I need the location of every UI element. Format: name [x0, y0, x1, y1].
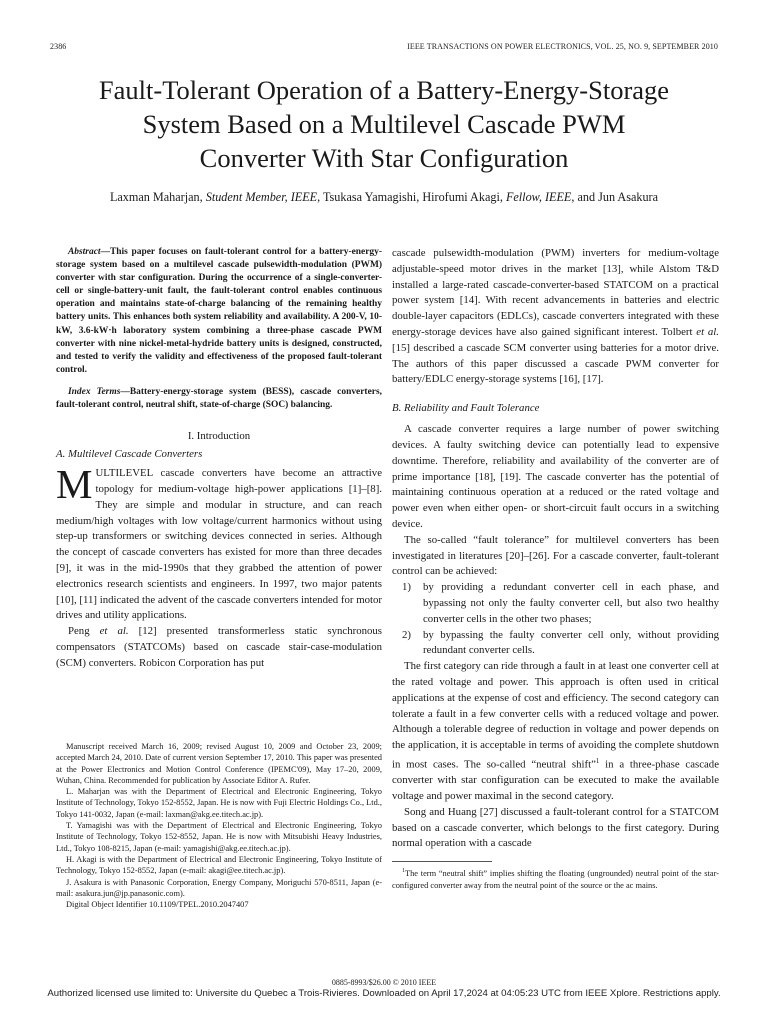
rp1-etal: et al. [696, 325, 720, 338]
right-paragraph-3: The so-called “fault tolerance” for multilevel converters has been investigated in literatures [20]–[26]. For a cascade converter, fault-tolerant control can be achieved: [392, 533, 719, 578]
fault-tolerance-list [392, 580, 719, 659]
right-paragraph-1 [392, 246, 719, 388]
index-terms [56, 386, 382, 412]
p2-etal: et al. [99, 625, 129, 638]
rp4-b: in a three-phase cascade converter with star configuration can be executed to make the available voltage and power maximal in the second category. [392, 758, 719, 803]
rp4-a: The first category can ride through a fault in at least one converter cell at the rated voltage and power. This approach is often used in critical applications at the expense of cost and efficiency. The second category can tolerate a fault in a few converter cells with a reduced voltage and power. Although a tolerable degree of reduction in voltage and power depends on the application, it is acceptable in terms of avoiding the complete shutdown in most cases. The so-called “neutral shift” [392, 660, 719, 771]
index-terms-label: Index Terms [68, 386, 121, 397]
intro-paragraph-1 [56, 461, 382, 624]
subsection-heading-a: A. Multilevel Cascade Converters [56, 448, 203, 461]
footnote-rule [392, 861, 492, 862]
right-column [392, 246, 719, 891]
footnote-manuscript: Manuscript received March 16, 2009; revised August 10, 2009 and October 23, 2009; accepted March 24, 2010. Date of current version September 17, 2010. This paper was presented at the Power Electronics and Motion Control Conference (IPEMC'09), May 17–20, 2009, Wuhan, China. Recommended for publication by Associate Editor A. Rufer. [56, 742, 382, 785]
p2-a: Peng [68, 625, 100, 638]
index-terms-text: —Battery-energy-storage system (BESS), cascade converters, fault-tolerant control, neutral shift, state-of-charge (SOC) balancing. [56, 386, 382, 411]
footnote-doi: Digital Object Identifier 10.1109/TPEL.2010.2047407 [66, 900, 249, 910]
footnote-ref: 1 [595, 756, 600, 765]
list-number: 1) [402, 581, 411, 594]
intro-paragraph-2 [56, 624, 382, 671]
footnote-yamagishi: T. Yamagishi was with the Department of Electrical and Electronic Engineering, Tokyo Institute of Technology, Tokyo 152-8552, Japan. He is now with Mitsubishi Heavy Industries, Ltd., Tokyo 108-8215, Japan (e-mail: yamagishi@akg.ee.titech.ac.jp). [56, 821, 382, 853]
list-item [392, 580, 719, 627]
right-paragraph-4 [392, 659, 719, 805]
author-list [30, 190, 738, 205]
footnote-akagi: H. Akagi is with the Department of Electrical and Electronic Engineering, Tokyo Institute of Technology, Tokyo 152-8552, Japan (e-mail: akagi@ee.titech.ac.jp). [56, 854, 382, 876]
author-2-3: , Tsukasa Yamagishi, Hirofumi Akagi, [317, 190, 506, 204]
right-paragraph-2: A cascade converter requires a large number of power switching devices. A faulty switching device can potentially lead to expensive downtime. Therefore, reliability and availability of the converter are of prime importance [18], [19]. The cascade converter has the potential of maintaining continuous operation at a reduced or the rated voltage and power even when either open- or short-circuit fault occurs in a switching device. [392, 423, 719, 530]
author-1-role: Student Member, IEEE [205, 190, 318, 204]
license-notice: Authorized licensed use limited to: Universite du Quebec a Trois-Rivieres. Downloaded on April 17,2024 at 04:05:23 UTC from IEEE Xplore. Restrictions apply. [47, 988, 721, 999]
abstract-label: Abstract [68, 247, 101, 257]
footnote-asakura: J. Asakura is with Panasonic Corporation, Energy Company, Moriguchi 570-8511, Japan (e-mail: asakura.jun@jp.panasonic.com). [56, 877, 382, 898]
paper-title [30, 73, 738, 175]
author-3-role: Fellow, IEEE [505, 190, 572, 204]
intro-paragraph-1-text: ULTILEVEL cascade converters have become an attractive topology for medium-voltage high-power applications [1]–[8]. They are simple and modular in structure, and can reach medium/high voltages with low voltage/current harmonics without using step-up transformers or switching devices connected in series. Although the concept of cascade converters has existed for more than three decades [9], it was in the mid-1990s that they grabbed the attention of power electronics research scientists and engineers. In 1997, two major patents [10], [11] indicated the advent of the cascade converters intended for motor drives and utility applications. [56, 467, 382, 622]
title-line-2: System Based on a Multilevel Cascade PWM [142, 109, 626, 139]
footnote-text: The term “neutral shift” implies shifting the floating (ungrounded) neutral point of the star-configured converter away from the neutral point of the source or the ac mains. [392, 869, 719, 890]
page-number: 2386 [50, 42, 67, 51]
running-header [50, 42, 718, 56]
author-4: , and Jun Asakura [571, 190, 659, 204]
abstract-text: —This paper focuses on fault-tolerant control for a battery-energy-storage system based on a multilevel cascade pulsewidth-modulation (PWM) converter with star configuration. During the occurrence of a single-converter-cell or single-battery-unit fault, the fault-tolerant control enables continuous operation and maintains state-of-charge balancing of the remaining healthy battery units. This enhances both system reliability and availability. A 200-V, 10-kW, 3.6-kW·h laboratory system combining a three-phase cascade PWM converter with nine nickel-metal-hydride battery units is designed, constructed, and tested to verify the validity and effectiveness of the proposed fault-tolerant control. [56, 247, 382, 375]
manuscript-footnotes [56, 741, 382, 910]
footnote-marker: 1 [402, 868, 405, 875]
list-item [392, 628, 719, 660]
title-line-1: Fault-Tolerant Operation of a Battery-Energy-Storage [98, 75, 670, 105]
left-column [56, 246, 382, 671]
footnote-neutral-shift [392, 866, 719, 891]
copyright-code: 0885-8993/$26.00 © 2010 IEEE [331, 978, 437, 987]
section-heading: I. Introduction [187, 430, 251, 443]
list-number: 2) [402, 628, 411, 641]
list-text: by bypassing the faulty converter cell only, without providing redundant converter cells. [423, 628, 719, 657]
footnote-maharjan: L. Maharjan was with the Department of Electrical and Electronic Engineering, Tokyo Institute of Technology, Tokyo 152-8552, Japan. He is now with Fuji Electric Holdings Co., Ltd., Tokyo 141-0032, Japan (e-mail: laxman@akg.ee.titech.ac.jp). [56, 787, 382, 819]
journal-header: IEEE TRANSACTIONS ON POWER ELECTRONICS, VOL. 25, NO. 9, SEPTEMBER 2010 [407, 42, 718, 51]
rp1-a: cascade pulsewidth-modulation (PWM) inverters for medium-voltage adjustable-speed motor drives in the market [13], while Alstom T&D installed a large-rated cascade-converter-based STATCOM on a practical power system [14]. With recent advancements in batteries and electric double-layer capacitors (EDLCs), cascade converters integrated with these energy-storage devices have also gained significant interest. Tolbert [392, 247, 719, 338]
abstract [56, 246, 382, 377]
subsection-heading-b: B. Reliability and Fault Tolerance [392, 402, 540, 415]
drop-cap: M [56, 461, 93, 508]
title-line-3: Converter With Star Configuration [199, 143, 569, 173]
right-paragraph-5: Song and Huang [27] discussed a fault-tolerant control for a STATCOM based on a cascade converter, which belongs to the first category. During normal operation with a cascade [392, 805, 719, 850]
list-text: by providing a redundant converter cell in each phase, and bypassing not only the faulty converter cell, but also two healthy converter cells in the other two phases; [423, 581, 719, 625]
rp1-b: [15] described a cascade SCM converter using batteries for a motor drive. The authors of this paper discussed a cascade PWM converter for battery/EDLC energy-storage systems [16], [17]. [392, 341, 719, 386]
p2-b: [12] presented transformerless static synchronous compensators (STATCOMs) based on cascade stair-case-modulation (SCM) converters. Robicon Corporation has put [56, 625, 383, 669]
author-1: Laxman Maharjan, [109, 190, 206, 204]
